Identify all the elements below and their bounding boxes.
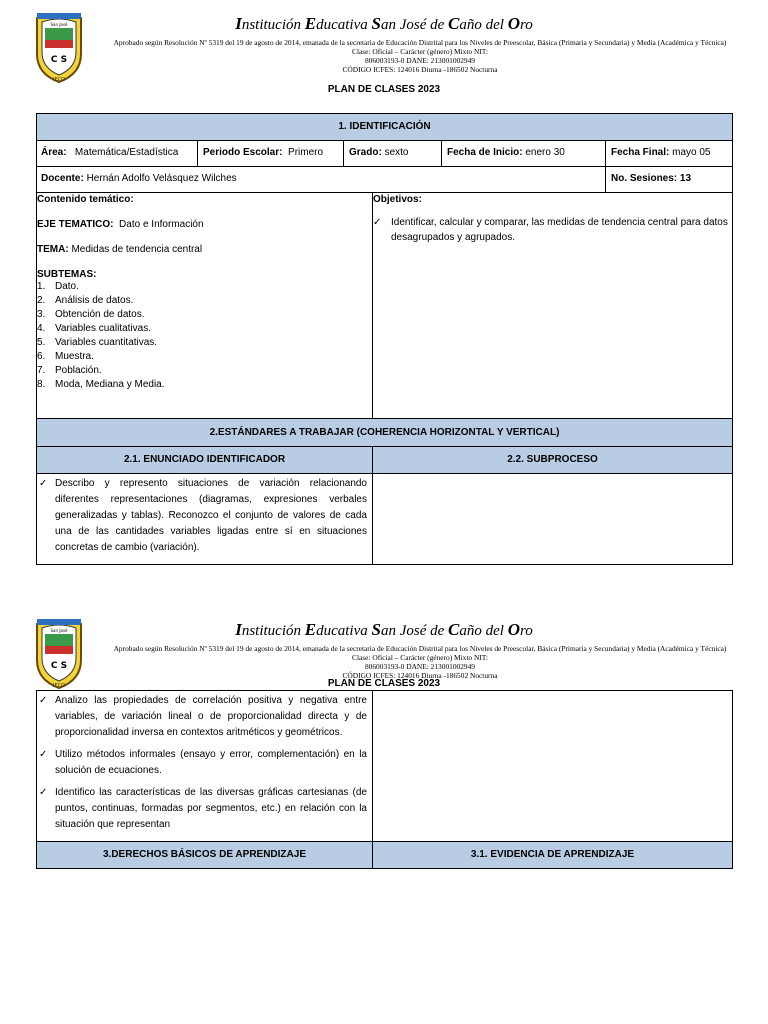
list-item: 3. Obtención de datos. [37,309,145,320]
svg-text:C S: C S [50,55,68,65]
standards-title: 2.ESTÁNDARES A TRABAJAR (COHERENCIA HORIZONTAL Y VERTICAL) [37,419,732,446]
docente-field: Docente: Hernán Adolfo Velásquez Wilches [41,173,237,184]
svg-text:San José: San José [50,628,68,633]
svg-text:IECO: IECO [52,77,66,83]
icfes-line: CÓDIGO ICFES: 124016 Diurna -186502 Nocturna [342,671,498,680]
objetivos [373,194,728,245]
check-icon: ✓ [39,695,48,706]
institution-details [108,644,732,680]
contenido-label: Contenido temático: [37,194,134,205]
enunciado-header: 2.1. ENUNCIADO IDENTIFICADOR [37,447,372,473]
tema: TEMA: Medidas de tendencia central [37,244,203,255]
standard-item: ✓ Describo y represento situaciones de variación relacionando diferentes representaciones (diagramas, expresiones verbales generalizadas y tablas). Reconozco el conjunto de valores de cada una de las cantidades variables ligadas entre sí en situaciones concretas de cambio (variación). [39,478,367,553]
svg-text:San José: San José [50,22,68,27]
svg-text:C S: C S [50,661,68,671]
nit-line: 806003193-0 DANE: 213001002949 [364,662,476,671]
list-item: 8. Moda, Mediana y Media. [37,379,165,390]
fecha-inicio-field: Fecha de Inicio: enero 30 [447,147,565,158]
check-icon: ✓ [39,478,48,489]
check-icon: ✓ [373,217,382,228]
letterhead [0,0,768,95]
class-line: Clase: Oficial – Carácter (género) Mixto NIT: [352,653,488,662]
check-icon: ✓ [39,749,48,760]
check-icon: ✓ [39,787,48,798]
letterhead [0,606,768,692]
dba-header: 3.DERECHOS BÁSICOS DE APRENDIZAJE [37,842,372,868]
objetivos-label: Objetivos: [373,194,422,205]
contenido-tematico [37,194,367,392]
class-line: Clase: Oficial – Carácter (género) Mixto NIT: [352,47,488,56]
identification-table [36,113,733,419]
fecha-final-field: Fecha Final: mayo 05 [611,147,711,158]
list-item: 6. Muestra. [37,351,94,362]
list-item: 4. Variables cualitativas. [37,323,151,334]
institution-details [108,38,732,74]
subproceso-header: 2.2. SUBPROCESO [373,447,732,473]
list-item: 5. Variables cuantitativas. [37,337,158,348]
subtemas-label: SUBTEMAS: [37,269,97,280]
plan-title: PLAN DE CLASES 2023 [327,678,441,689]
standard-item: ✓ Analizo las propiedades de correlación positiva y negativa entre variables, de variación lineal o de proporcionalidad directa y de proporcionalidad inversa en contextos aritméticos y geométricos. [39,695,367,738]
page-2 [0,606,768,860]
subtemas-list [37,280,367,392]
evidencia-header: 3.1. EVIDENCIA DE APRENDIZAJE [373,842,732,868]
institution-title: Institución Educativa San José de Caño del Oro [235,620,533,639]
sesiones-field: No. Sesiones: 13 [611,173,692,184]
eje-tematico: EJE TEMATICO: Dato e Información [37,219,204,230]
resolution-line: Aprobado según Resolución Nº 5319 del 19 de agosto de 2014, emanada de la secretaria de Educación Distrital para los Niveles de Preescolar, Básica (Primaria y Secundaria) y Media (Académica y Técnica) [113,644,727,653]
plan-title: PLAN DE CLASES 2023 [327,84,441,95]
standards-continued-table [36,690,733,869]
list-item: 1. Dato. [37,281,79,292]
grado-field: Grado: sexto [349,147,409,158]
list-item: 2. Análisis de datos. [37,295,134,306]
periodo-field: Periodo Escolar: Primero [203,147,324,158]
area-field: Área: Matemática/Estadística [41,147,179,158]
resolution-line: Aprobado según Resolución Nº 5319 del 19 de agosto de 2014, emanada de la secretaria de Educación Distrital para los Niveles de Preescolar, Básica (Primaria y Secundaria) y Media (Académica y Técnica) [113,38,727,47]
nit-line: 806003193-0 DANE: 213001002949 [364,56,476,65]
standard-item: ✓ Utilizo métodos informales (ensayo y error, complementación) en la solución de ecuaciones. [39,749,367,776]
standards-table [36,418,733,565]
list-item: 7. Población. [37,365,102,376]
icfes-line: CÓDIGO ICFES: 124016 Diurna -186502 Nocturna [342,65,498,74]
identification-title: 1. IDENTIFICACIÓN [37,114,732,140]
objetivo-item: ✓ Identificar, calcular y comparar, las medidas de tendencia central para datos desagrupados y agrupados. [373,217,728,243]
standard-item: ✓ Identifico las características de las diversas gráficas cartesianas (de puntos, continuas, formadas por segmentos, etc.) en relación con la situación que representan [39,787,367,830]
institution-title: Institución Educativa San José de Caño del Oro [235,14,533,33]
svg-text:IECO: IECO [52,683,66,689]
